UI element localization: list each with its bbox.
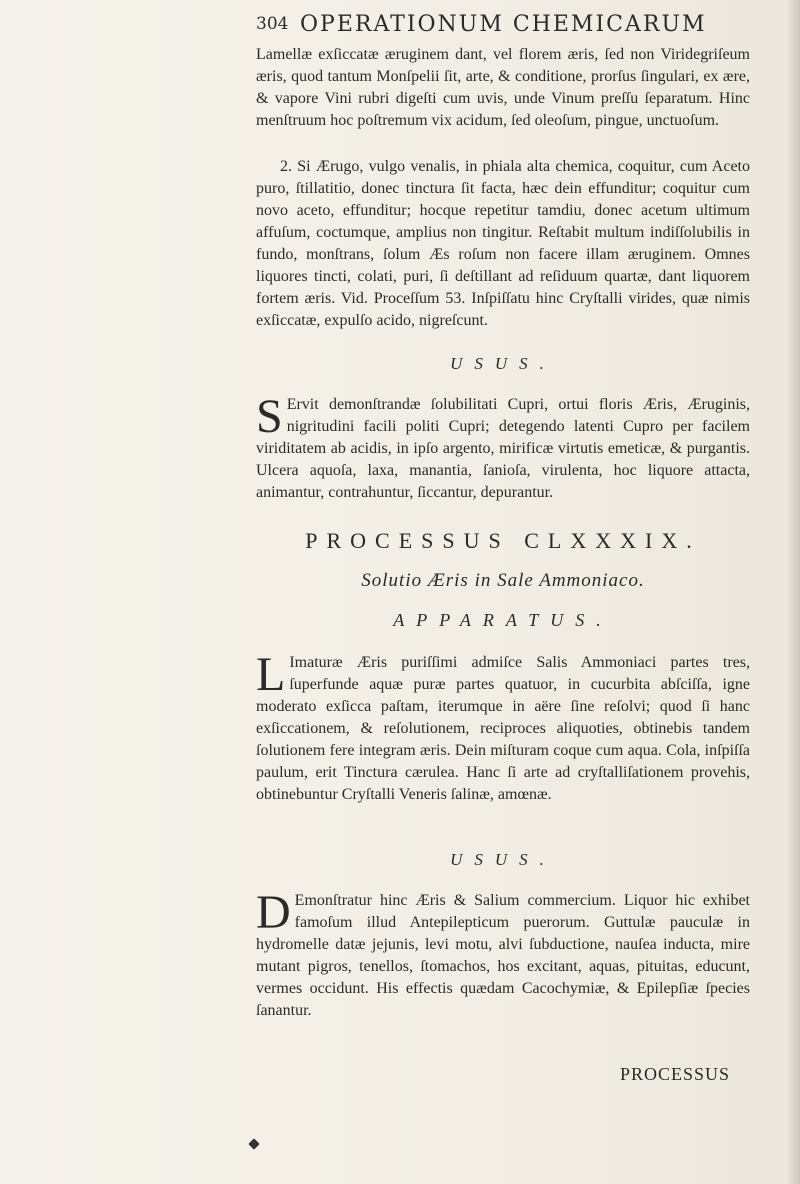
ink-blot-mark	[248, 1138, 259, 1149]
heading-usus-1: USUS.	[450, 354, 556, 373]
heading-solutio: Solutio Æris in Sale Ammoniaco.	[361, 570, 645, 591]
heading-usus-2: USUS.	[450, 850, 556, 869]
drop-cap-d: D	[256, 886, 291, 939]
usus-2-text: Emonſtratur hinc Æris & Salium commercium. Liquor hic exhibet famoſum illud Antepilepticum puerorum. Guttulæ pauculæ in hydromelle datæ jejunis, levi motu, alvi ſubductione, nauſea inducta, mire mutant pigros, tenellos, ſtomachos, hos excitant, aquas, pituitas, educunt, vermes occidunt. His effectis quædam Cacochymiæ, & Epilepſiæ ſpecies ſanantur.	[256, 892, 750, 1019]
paragraph-apparatus	[256, 648, 750, 806]
page-gutter-shadow	[786, 0, 800, 1184]
drop-cap-s: S	[256, 390, 283, 443]
apparatus-text: Imaturæ Æris puriſſimi admiſce Salis Ammoniaci partes tres, ſuperfunde aquæ puræ partes quatuor, in cucurbita abſciſſa, igne moderato exſicca paſtam, iterumque in aëre ſine reſolvi; quod ſi hanc exſiccationem, & reſolutionem, reciproces aliquoties, obtinebis tandem ſolutionem fere integram æris. Dein miſturam coque cum aqua. Cola, inſpiſſa paulum, erit Tinctura cærulea. Hanc ſi arte ad cryſtalliſationem provehis, obtinebuntur Cryſtalli Veneris ſalinæ, amœnæ.	[256, 654, 750, 803]
paragraph-usus-2	[256, 886, 750, 1022]
heading-processus: PROCESSUS CLXXXIX.	[305, 528, 701, 553]
paragraph-lamellae: Lamellæ exſiccatæ æruginem dant, vel florem æris, ſed non Viridegriſeum æris, quod tantum Monſpelii ſit, arte, & conditione, prorſus ſingulari, ex ære, & vapore Vini rubri digeſti cum uvis, unde Vinum preſſu ſeparatum. Hinc menſtruum hoc poſtremum vix acidum, ſed oleoſum, pingue, unctuoſum.	[256, 46, 750, 129]
running-title: OPERATIONUM CHEMICARUM	[300, 12, 707, 37]
catchword: PROCESSUS	[620, 1064, 731, 1084]
paragraph-aerugo: 2. Si Ærugo, vulgo venalis, in phiala alta chemica, coquitur, cum Aceto puro, ſtillatitio, donec tinctura ſit facta, hæc dein effunditur; coquitur cum novo aceto, effunditur; hocque repetitur tamdiu, donec acetum ultimum affuſum, coctumque, amplius non tingitur. Reſtabit multum indiſſolubilis in fundo, monſtrans, ſolum Æs roſum non facere illam æruginem. Omnes liquores tincti, colati, puri, ſi deſtillant ad reſiduum quartæ, dant liquorem fortem æris. Vid. Proceſſum 53. Inſpiſſatu hinc Cryſtalli virides, quæ nimis exſiccatæ, expulſo acido, nigreſcunt.	[256, 158, 750, 329]
page-number: 304	[256, 14, 289, 34]
usus-1-text: Ervit demonſtrandæ ſolubilitati Cupri, ortui floris Æris, Æruginis, nigritudini facili politi Cupri; detegendo latenti Cupro per facilem viriditatem ab acidis, in ipſo argento, mirificæ virtutis emeticæ, & purgantis. Ulcera aquoſa, laxa, manantia, ſanioſa, virulenta, hoc liquore attacta, animantur, contrahuntur, ſiccantur, depurantur.	[256, 396, 750, 501]
heading-apparatus: APPARATUS.	[393, 610, 613, 630]
drop-cap-l: L	[256, 648, 286, 701]
paragraph-usus-1	[256, 390, 750, 504]
